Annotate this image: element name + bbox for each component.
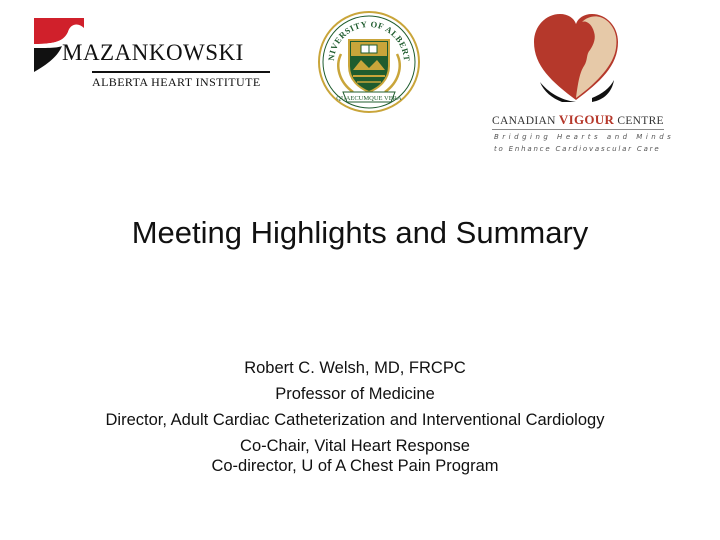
presenter-role-director: Director, Adult Cardiac Catheterization and Interventional Cardiology [105, 411, 605, 429]
vigour-tagline-2: to Enhance Cardiovascular Care [494, 145, 661, 153]
mazankowski-divider [92, 71, 270, 73]
ualberta-motto: QUAECUMQUE VERA [336, 95, 402, 102]
presenter-role-codirector: Co-director, U of A Chest Pain Program [211, 457, 499, 475]
presenter-role-professor: Professor of Medicine [275, 385, 435, 403]
vigour-name-right: CENTRE [617, 115, 664, 127]
presenter-role-cochair: Co-Chair, Vital Heart Response [240, 437, 470, 455]
presenter-name: Robert C. Welsh, MD, FRCPC [244, 359, 466, 377]
vigour-name-left: CANADIAN [492, 115, 556, 127]
vigour-heart-face-icon [532, 12, 620, 104]
ualberta-crest-icon [317, 10, 421, 114]
slide-title: Meeting Highlights and Summary [131, 215, 589, 250]
vigour-divider [492, 129, 664, 130]
vigour-name-accent: VIGOUR [558, 112, 615, 127]
university-of-alberta-seal [317, 10, 421, 114]
mazankowski-name: MAZANKOWSKI [62, 40, 244, 65]
mazankowski-logo [34, 18, 274, 89]
ualberta-ring-text: NIVERSITY OF ALBERT [325, 18, 413, 62]
presenter-info [100, 358, 610, 476]
vigour-tagline-1: Bridging Hearts and Minds [494, 133, 675, 141]
vigour-centre-name [492, 112, 664, 128]
canadian-vigour-centre-logo [492, 12, 675, 153]
mazankowski-subtitle: ALBERTA HEART INSTITUTE [92, 75, 261, 89]
